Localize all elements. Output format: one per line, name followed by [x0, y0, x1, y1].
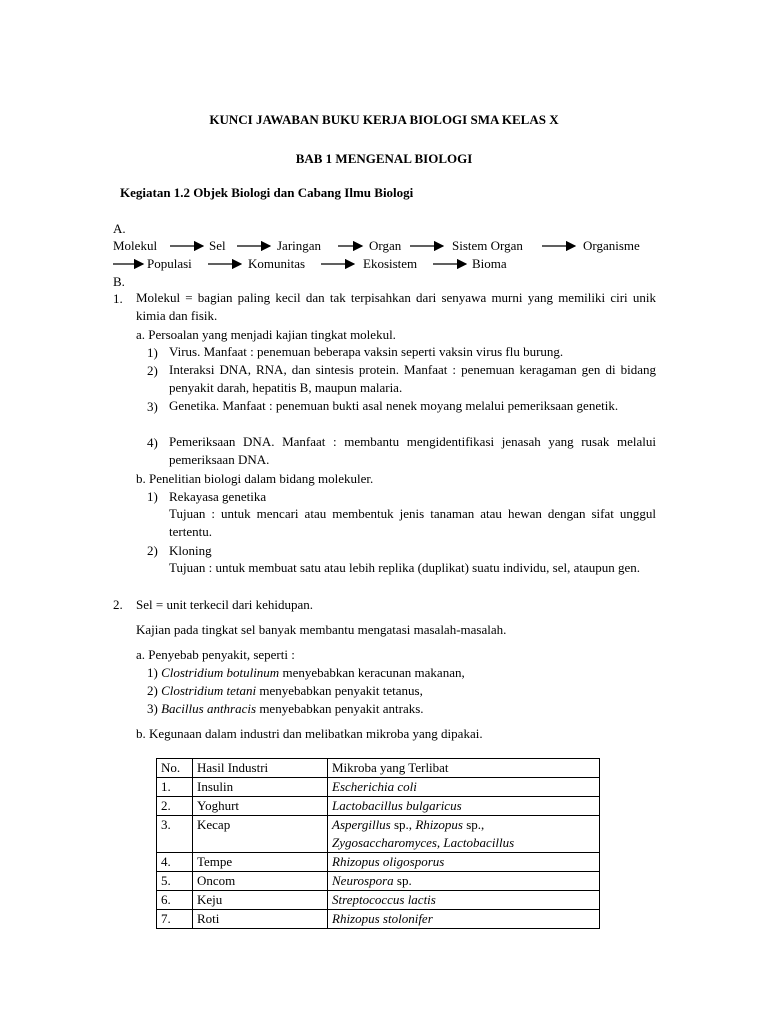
arrow-icon	[338, 241, 372, 251]
table-row	[157, 891, 600, 910]
list-item: Tujuan : untuk membuat satu atau lebih replika (duplikat) suatu individu, sel, ataupun gen.	[169, 560, 641, 575]
item-number: 2.	[113, 597, 123, 612]
list-number: 1)	[147, 665, 158, 680]
item-number: 1.	[113, 291, 123, 306]
list-item	[147, 664, 465, 681]
species-suffix: sp.,	[390, 817, 416, 832]
table-row	[157, 910, 600, 929]
cell-product: Keju	[193, 891, 328, 910]
cell-no: 5.	[157, 872, 193, 891]
list-item-text: menyebabkan penyakit antraks.	[259, 701, 424, 716]
species-name: Streptococcus lactis	[332, 892, 436, 907]
level-molekul: Molekul	[113, 238, 158, 253]
subheading-penyebab-penyakit: a. Penyebab penyakit, seperti :	[136, 647, 295, 662]
cell-no: 3.	[157, 816, 193, 853]
list-number: 4)	[147, 435, 158, 450]
cell-microbe	[328, 872, 600, 891]
arrow-icon	[542, 241, 576, 251]
species-name: Bacillus anthracis	[161, 701, 257, 716]
arrow-icon	[321, 259, 355, 269]
table-header-row	[157, 759, 600, 778]
cell-no: 7.	[157, 910, 193, 929]
cell-product: Tempe	[193, 853, 328, 872]
cell-microbe	[328, 891, 600, 910]
subheading-kegunaan-industri: b. Kegunaan dalam industri dan melibatkan mikroba yang dipakai.	[136, 726, 483, 741]
cell-microbe	[328, 778, 600, 797]
header-no: No.	[157, 759, 193, 778]
cell-microbe	[328, 910, 600, 929]
species-name: Escherichia coli	[332, 779, 417, 794]
table-row	[157, 872, 600, 891]
activity-heading: Kegiatan 1.2 Objek Biologi dan Cabang Ilmu Biologi	[120, 185, 414, 200]
arrow-icon	[237, 241, 271, 251]
list-item-title: Rekayasa genetika	[169, 489, 267, 504]
species-name: Clostridium tetani	[161, 683, 257, 698]
cell-no: 6.	[157, 891, 193, 910]
list-item-text: menyebabkan penyakit tetanus,	[259, 683, 423, 698]
item-sel-definition: Sel = unit terkecil dari kehidupan.	[136, 597, 314, 612]
species-name: Aspergillus	[332, 817, 391, 832]
list-item-title: Kloning	[169, 543, 212, 558]
list-number: 1)	[147, 489, 158, 504]
species-name: Clostridium botulinum	[161, 665, 280, 680]
section-b-label: B.	[113, 274, 125, 289]
level-populasi: Populasi	[147, 256, 192, 271]
cell-no: 2.	[157, 797, 193, 816]
list-number: 3)	[147, 399, 158, 414]
cell-product: Yoghurt	[193, 797, 328, 816]
cell-microbe	[328, 797, 600, 816]
species-name: Zygosaccharomyces, Lactobacillus	[332, 835, 515, 850]
species-name: Neurospora	[332, 873, 394, 888]
list-item: Tujuan : untuk mencari atau membentuk jenis tanaman atau hewan dengan sifat unggul tertentu.	[169, 506, 656, 539]
level-organ: Organ	[369, 238, 402, 253]
arrow-icon	[170, 241, 204, 251]
list-number: 2)	[147, 683, 158, 698]
document-title: KUNCI JAWABAN BUKU KERJA BIOLOGI SMA KELAS X	[209, 112, 559, 127]
species-suffix: sp.	[393, 873, 412, 888]
list-item: Virus. Manfaat : penemuan beberapa vaksin seperti vaksin virus flu burung.	[169, 344, 564, 359]
cell-no: 1.	[157, 778, 193, 797]
species-name: Rhizopus oligosporus	[332, 854, 445, 869]
subheading-kajian-molekul: a. Persoalan yang menjadi kajian tingkat molekul.	[136, 327, 396, 342]
subheading-penelitian-molekuler: b. Penelitian biologi dalam bidang molekuler.	[136, 471, 374, 486]
list-item: Pemeriksaan DNA. Manfaat : membantu mengidentifikasi jenasah yang rusak melalui pemeriksaan DNA.	[169, 434, 656, 467]
cell-microbe	[328, 816, 600, 853]
arrow-icon	[208, 259, 242, 269]
chapter-heading: BAB 1 MENGENAL BIOLOGI	[295, 151, 473, 166]
table-row	[157, 816, 600, 853]
table-row	[157, 853, 600, 872]
list-item-text: menyebabkan keracunan makanan,	[282, 665, 465, 680]
level-bioma: Bioma	[472, 256, 507, 271]
list-number: 1)	[147, 345, 158, 360]
species-name: Rhizopus stolonifer	[332, 911, 433, 926]
arrow-icon	[433, 259, 467, 269]
species-suffix: sp.,	[462, 817, 485, 832]
header-hasil-industri: Hasil Industri	[193, 759, 328, 778]
cell-product: Insulin	[193, 778, 328, 797]
industry-microbe-table	[156, 758, 600, 929]
list-item: Genetika. Manfaat : penemuan bukti asal nenek moyang melalui pemeriksaan genetik.	[169, 398, 619, 413]
list-number: 2)	[147, 543, 158, 558]
list-item: Interaksi DNA, RNA, dan sintesis protein. Manfaat : penemuan keragaman gen di bidang penyakit darah, hepatitis B, maupun malaria.	[169, 362, 656, 395]
arrow-icon	[410, 241, 444, 251]
level-jaringan: Jaringan	[277, 238, 322, 253]
cell-product: Roti	[193, 910, 328, 929]
item-molekul-definition: Molekul = bagian paling kecil dan tak terpisahkan dari senyawa murni yang memiliki ciri unik kimia dan fisik.	[136, 290, 656, 323]
list-number: 2)	[147, 363, 158, 378]
table-row	[157, 797, 600, 816]
species-name: Rhizopus	[415, 817, 463, 832]
section-a-label: A.	[113, 221, 126, 236]
paragraph-kajian-sel: Kajian pada tingkat sel banyak membantu mengatasi masalah-masalah.	[136, 622, 507, 637]
cell-product: Oncom	[193, 872, 328, 891]
level-sel: Sel	[209, 238, 226, 253]
table-row	[157, 778, 600, 797]
list-number: 3)	[147, 701, 158, 716]
species-name: Lactobacillus bulgaricus	[332, 798, 462, 813]
level-ekosistem: Ekosistem	[363, 256, 418, 271]
level-komunitas: Komunitas	[248, 256, 306, 271]
list-item	[147, 700, 424, 717]
level-organisme: Organisme	[583, 238, 640, 253]
header-mikroba: Mikroba yang Terlibat	[328, 759, 600, 778]
cell-no: 4.	[157, 853, 193, 872]
cell-microbe	[328, 853, 600, 872]
level-sistem-organ: Sistem Organ	[452, 238, 523, 253]
list-item	[147, 682, 423, 699]
cell-product: Kecap	[193, 816, 328, 853]
arrow-icon	[113, 259, 147, 269]
